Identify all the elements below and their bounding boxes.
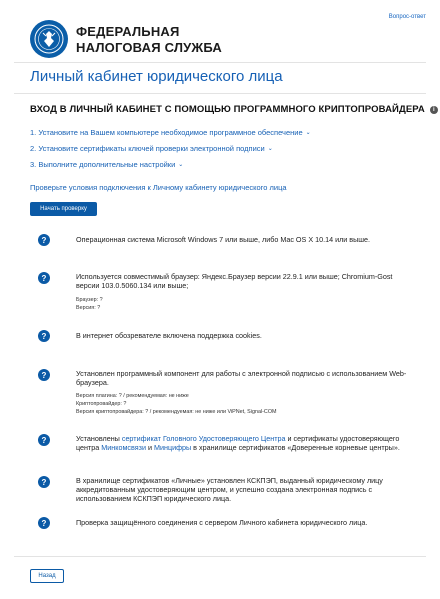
question-icon: ? xyxy=(38,434,50,446)
check-text: В хранилище сертификатов «Личные» установлен КСКПЭП, выданный юридическому лицу аккредитованным удостоверяющим центром, и успешно создана электронная подпись с использованием КСКПЭП юридического лица. xyxy=(76,476,383,503)
check-text: Установлен программный компонент для работы с электронной подписью с использованием Web-браузера. xyxy=(76,369,407,387)
org-name-line1: ФЕДЕРАЛЬНАЯ xyxy=(76,24,180,39)
question-icon: ? xyxy=(38,476,50,488)
header-divider xyxy=(14,62,426,63)
step-additional-settings[interactable] xyxy=(30,161,311,177)
footer-divider xyxy=(14,556,426,557)
check-content xyxy=(76,369,416,416)
question-icon: ? xyxy=(38,272,50,284)
step-label: 1. Установите на Вашем компьютере необходимое программное обеспечение xyxy=(30,128,303,137)
plugin-version: Версия плагина: ? / рекомендуемая: не ниже xyxy=(76,393,189,399)
question-icon: ? xyxy=(38,369,50,381)
minkomsvyaz-link[interactable]: Минкомсвязи xyxy=(101,443,146,452)
start-check-button[interactable]: Начать проверку xyxy=(30,202,97,216)
text-part: и xyxy=(145,443,154,452)
question-icon: ? xyxy=(38,517,50,529)
text-part: и сертификаты удостоверяющего центра xyxy=(76,434,400,452)
check-text: Операционная система Microsoft Windows 7 или выше, либо Mac OS X 10.14 или выше. xyxy=(76,235,371,244)
setup-steps xyxy=(30,129,311,177)
chevron-down-icon: ⌄ xyxy=(305,130,311,136)
step-label: 2. Установите сертификаты ключей проверки электронной подписи xyxy=(30,144,265,153)
check-text: В интернет обозревателе включена поддержка cookies. xyxy=(76,331,262,340)
title-divider xyxy=(14,93,426,94)
browser-version: Версия: ? xyxy=(76,305,101,311)
mintsifry-link[interactable]: Минцифры xyxy=(153,443,192,452)
check-content xyxy=(76,272,416,312)
check-text: Используется совместимый браузер: Яндекс.Браузер версии 22.9.1 или выше; Chromium-Gost версии 103.0.5060.134 или выше; xyxy=(76,272,393,290)
fns-emblem-icon[interactable] xyxy=(30,20,68,58)
text-part: в хранилище сертификатов «Доверенные корневые центры». xyxy=(191,443,400,452)
info-icon[interactable]: i xyxy=(430,106,438,114)
back-button[interactable]: Назад xyxy=(30,569,64,583)
page-title: Личный кабинет юридического лица xyxy=(30,68,283,85)
step-install-certificates[interactable] xyxy=(30,145,311,161)
check-text xyxy=(76,434,416,452)
header xyxy=(0,0,440,62)
step-label: 3. Выполните дополнительные настройки xyxy=(30,160,176,169)
question-icon: ? xyxy=(38,234,50,246)
section-title-text: ВХОД В ЛИЧНЫЙ КАБИНЕТ С ПОМОЩЬЮ ПРОГРАММНОГО КРИПТОПРОВАЙДЕРА xyxy=(30,104,425,115)
org-name-line2: НАЛОГОВАЯ СЛУЖБА xyxy=(76,40,223,55)
step-install-software[interactable] xyxy=(30,129,311,145)
text-part: Установлены xyxy=(76,434,122,443)
question-icon: ? xyxy=(38,330,50,342)
check-conditions-link[interactable]: Проверьте условия подключения к Личному кабинету юридического лица xyxy=(30,183,287,192)
chevron-down-icon: ⌄ xyxy=(267,146,273,152)
faq-link[interactable]: Вопрос-ответ xyxy=(388,14,426,20)
browser-name: Браузер: ? xyxy=(76,297,103,303)
crypto-provider-version: Версия криптопровайдера: ? / рекомендуемая: не ниже или ViPNet, Signal-COM xyxy=(76,409,277,415)
crypto-provider: Криптопровайдер: ? xyxy=(76,401,127,407)
chevron-down-icon: ⌄ xyxy=(178,162,184,168)
section-title xyxy=(30,104,438,115)
org-name[interactable] xyxy=(76,24,222,56)
check-text: Проверка защищённого соединения с сервером Личного кабинета юридического лица. xyxy=(76,518,368,527)
root-ca-certificate-link[interactable]: сертификат Головного Удостоверяющего Центра xyxy=(121,434,286,443)
